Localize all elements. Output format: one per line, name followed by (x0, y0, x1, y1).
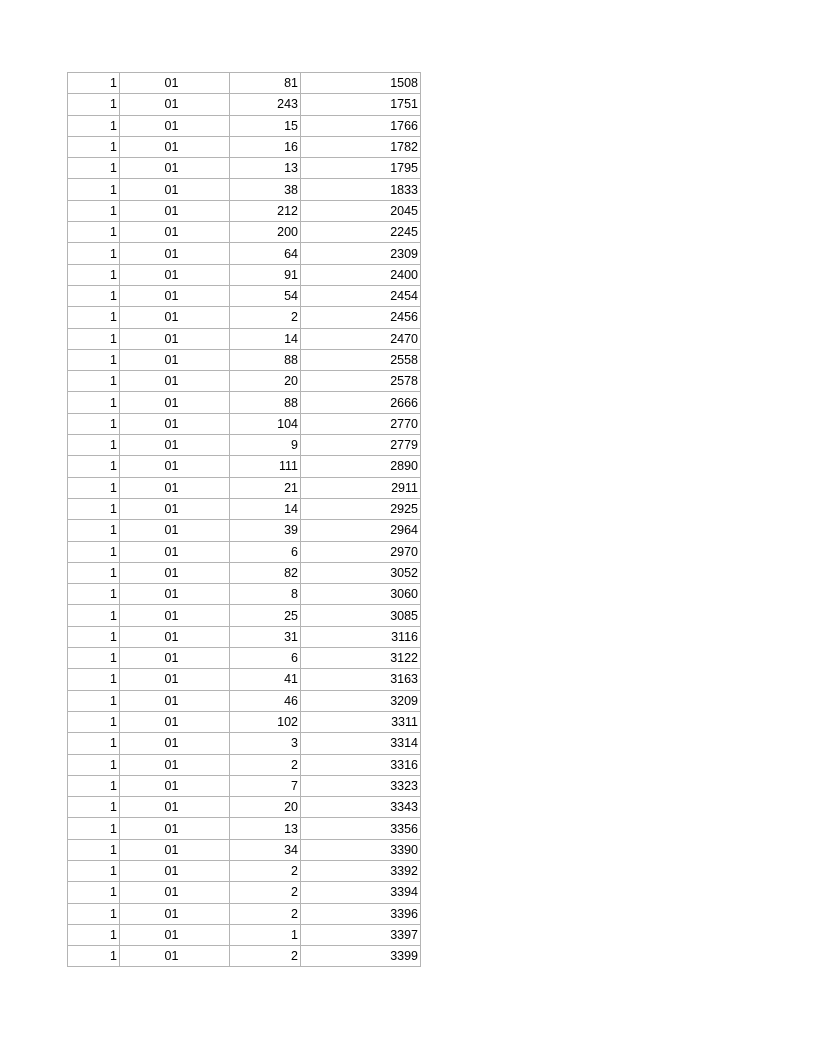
cell-col-d: 3085 (301, 605, 421, 626)
cell-col-d: 3392 (301, 860, 421, 881)
table-row (68, 477, 421, 498)
cell-col-d: 2558 (301, 349, 421, 370)
cell-col-d: 2400 (301, 264, 421, 285)
table-row (68, 797, 421, 818)
cell-col-c: 13 (230, 158, 301, 179)
cell-col-c: 39 (230, 520, 301, 541)
cell-col-a: 1 (68, 158, 120, 179)
cell-col-a: 1 (68, 222, 120, 243)
cell-col-b: 01 (120, 797, 230, 818)
cell-col-a: 1 (68, 456, 120, 477)
cell-col-c: 111 (230, 456, 301, 477)
cell-col-c: 82 (230, 562, 301, 583)
table-row (68, 413, 421, 434)
table-row (68, 711, 421, 732)
cell-col-b: 01 (120, 541, 230, 562)
cell-col-c: 91 (230, 264, 301, 285)
cell-col-b: 01 (120, 349, 230, 370)
cell-col-d: 2911 (301, 477, 421, 498)
cell-col-d: 2454 (301, 285, 421, 306)
cell-col-c: 88 (230, 349, 301, 370)
cell-col-b: 01 (120, 477, 230, 498)
cell-col-c: 200 (230, 222, 301, 243)
cell-col-b: 01 (120, 307, 230, 328)
cell-col-d: 3116 (301, 626, 421, 647)
cell-col-a: 1 (68, 903, 120, 924)
cell-col-d: 2578 (301, 371, 421, 392)
cell-col-b: 01 (120, 456, 230, 477)
table-row (68, 115, 421, 136)
table-row (68, 605, 421, 626)
table-row (68, 179, 421, 200)
cell-col-b: 01 (120, 669, 230, 690)
cell-col-c: 2 (230, 860, 301, 881)
cell-col-d: 2045 (301, 200, 421, 221)
table-row (68, 882, 421, 903)
cell-col-a: 1 (68, 733, 120, 754)
cell-col-d: 2890 (301, 456, 421, 477)
cell-col-d: 3343 (301, 797, 421, 818)
cell-col-b: 01 (120, 158, 230, 179)
cell-col-a: 1 (68, 797, 120, 818)
cell-col-c: 2 (230, 903, 301, 924)
cell-col-b: 01 (120, 946, 230, 967)
cell-col-d: 3311 (301, 711, 421, 732)
cell-col-d: 2470 (301, 328, 421, 349)
cell-col-c: 34 (230, 839, 301, 860)
cell-col-d: 1782 (301, 136, 421, 157)
cell-col-d: 3390 (301, 839, 421, 860)
cell-col-b: 01 (120, 818, 230, 839)
cell-col-d: 2964 (301, 520, 421, 541)
table-row (68, 498, 421, 519)
cell-col-a: 1 (68, 307, 120, 328)
table-row (68, 541, 421, 562)
cell-col-a: 1 (68, 562, 120, 583)
cell-col-d: 3396 (301, 903, 421, 924)
cell-col-d: 3163 (301, 669, 421, 690)
cell-col-c: 6 (230, 648, 301, 669)
cell-col-c: 21 (230, 477, 301, 498)
table-row (68, 669, 421, 690)
cell-col-a: 1 (68, 392, 120, 413)
cell-col-b: 01 (120, 648, 230, 669)
cell-col-d: 3397 (301, 924, 421, 945)
table-row (68, 328, 421, 349)
cell-col-d: 2666 (301, 392, 421, 413)
cell-col-c: 1 (230, 924, 301, 945)
table-row (68, 136, 421, 157)
cell-col-b: 01 (120, 115, 230, 136)
cell-col-a: 1 (68, 285, 120, 306)
table-row (68, 243, 421, 264)
cell-col-c: 16 (230, 136, 301, 157)
cell-col-d: 2779 (301, 435, 421, 456)
cell-col-c: 88 (230, 392, 301, 413)
cell-col-b: 01 (120, 73, 230, 94)
table-row (68, 690, 421, 711)
cell-col-d: 3060 (301, 584, 421, 605)
cell-col-b: 01 (120, 435, 230, 456)
cell-col-a: 1 (68, 626, 120, 647)
cell-col-d: 3394 (301, 882, 421, 903)
cell-col-d: 2309 (301, 243, 421, 264)
cell-col-d: 1795 (301, 158, 421, 179)
cell-col-c: 54 (230, 285, 301, 306)
cell-col-c: 20 (230, 797, 301, 818)
table-row (68, 285, 421, 306)
cell-col-a: 1 (68, 115, 120, 136)
cell-col-d: 3323 (301, 775, 421, 796)
cell-col-c: 41 (230, 669, 301, 690)
cell-col-a: 1 (68, 413, 120, 434)
cell-col-a: 1 (68, 711, 120, 732)
cell-col-a: 1 (68, 179, 120, 200)
cell-col-b: 01 (120, 860, 230, 881)
table-row (68, 520, 421, 541)
cell-col-d: 3356 (301, 818, 421, 839)
cell-col-d: 3316 (301, 754, 421, 775)
cell-col-a: 1 (68, 690, 120, 711)
cell-col-b: 01 (120, 924, 230, 945)
cell-col-d: 2970 (301, 541, 421, 562)
table-row (68, 94, 421, 115)
cell-col-c: 2 (230, 882, 301, 903)
cell-col-d: 2770 (301, 413, 421, 434)
table-row (68, 435, 421, 456)
cell-col-a: 1 (68, 349, 120, 370)
cell-col-a: 1 (68, 882, 120, 903)
cell-col-b: 01 (120, 264, 230, 285)
cell-col-b: 01 (120, 328, 230, 349)
table-row (68, 839, 421, 860)
cell-col-d: 3052 (301, 562, 421, 583)
cell-col-d: 3122 (301, 648, 421, 669)
table-row (68, 371, 421, 392)
cell-col-d: 1833 (301, 179, 421, 200)
cell-col-c: 7 (230, 775, 301, 796)
table-row (68, 754, 421, 775)
cell-col-b: 01 (120, 371, 230, 392)
data-table (67, 72, 421, 967)
cell-col-a: 1 (68, 818, 120, 839)
table-row (68, 903, 421, 924)
cell-col-a: 1 (68, 648, 120, 669)
cell-col-c: 2 (230, 307, 301, 328)
cell-col-d: 1508 (301, 73, 421, 94)
table-row (68, 392, 421, 413)
cell-col-c: 15 (230, 115, 301, 136)
cell-col-a: 1 (68, 477, 120, 498)
table-row (68, 200, 421, 221)
cell-col-b: 01 (120, 839, 230, 860)
cell-col-c: 25 (230, 605, 301, 626)
cell-col-d: 1751 (301, 94, 421, 115)
table-row (68, 924, 421, 945)
cell-col-a: 1 (68, 94, 120, 115)
cell-col-a: 1 (68, 520, 120, 541)
table-row (68, 73, 421, 94)
cell-col-c: 64 (230, 243, 301, 264)
cell-col-a: 1 (68, 860, 120, 881)
cell-col-c: 46 (230, 690, 301, 711)
cell-col-b: 01 (120, 626, 230, 647)
cell-col-a: 1 (68, 754, 120, 775)
table-row (68, 818, 421, 839)
cell-col-c: 9 (230, 435, 301, 456)
table-row (68, 562, 421, 583)
cell-col-b: 01 (120, 136, 230, 157)
cell-col-b: 01 (120, 392, 230, 413)
cell-col-b: 01 (120, 584, 230, 605)
cell-col-a: 1 (68, 498, 120, 519)
cell-col-b: 01 (120, 222, 230, 243)
cell-col-c: 38 (230, 179, 301, 200)
cell-col-a: 1 (68, 839, 120, 860)
table-row (68, 648, 421, 669)
table-row (68, 264, 421, 285)
cell-col-a: 1 (68, 669, 120, 690)
cell-col-c: 3 (230, 733, 301, 754)
cell-col-d: 3209 (301, 690, 421, 711)
cell-col-b: 01 (120, 520, 230, 541)
cell-col-b: 01 (120, 754, 230, 775)
cell-col-b: 01 (120, 200, 230, 221)
cell-col-a: 1 (68, 136, 120, 157)
cell-col-b: 01 (120, 413, 230, 434)
table-body (68, 73, 421, 967)
cell-col-a: 1 (68, 541, 120, 562)
cell-col-a: 1 (68, 200, 120, 221)
cell-col-a: 1 (68, 924, 120, 945)
cell-col-b: 01 (120, 882, 230, 903)
table-row (68, 349, 421, 370)
cell-col-c: 14 (230, 328, 301, 349)
cell-col-d: 2925 (301, 498, 421, 519)
cell-col-c: 2 (230, 946, 301, 967)
cell-col-b: 01 (120, 903, 230, 924)
cell-col-a: 1 (68, 243, 120, 264)
cell-col-b: 01 (120, 243, 230, 264)
cell-col-d: 2456 (301, 307, 421, 328)
cell-col-b: 01 (120, 498, 230, 519)
cell-col-a: 1 (68, 584, 120, 605)
cell-col-d: 3399 (301, 946, 421, 967)
cell-col-c: 13 (230, 818, 301, 839)
cell-col-b: 01 (120, 562, 230, 583)
cell-col-c: 6 (230, 541, 301, 562)
cell-col-b: 01 (120, 605, 230, 626)
cell-col-b: 01 (120, 94, 230, 115)
cell-col-c: 212 (230, 200, 301, 221)
cell-col-a: 1 (68, 435, 120, 456)
cell-col-b: 01 (120, 711, 230, 732)
cell-col-a: 1 (68, 946, 120, 967)
cell-col-d: 1766 (301, 115, 421, 136)
table-row (68, 584, 421, 605)
cell-col-b: 01 (120, 690, 230, 711)
cell-col-c: 14 (230, 498, 301, 519)
cell-col-b: 01 (120, 733, 230, 754)
cell-col-a: 1 (68, 264, 120, 285)
cell-col-a: 1 (68, 371, 120, 392)
cell-col-c: 20 (230, 371, 301, 392)
cell-col-c: 8 (230, 584, 301, 605)
cell-col-a: 1 (68, 73, 120, 94)
cell-col-d: 2245 (301, 222, 421, 243)
cell-col-d: 3314 (301, 733, 421, 754)
table-row (68, 626, 421, 647)
cell-col-c: 102 (230, 711, 301, 732)
table-row (68, 158, 421, 179)
cell-col-c: 2 (230, 754, 301, 775)
table-row (68, 775, 421, 796)
cell-col-c: 104 (230, 413, 301, 434)
cell-col-c: 31 (230, 626, 301, 647)
cell-col-b: 01 (120, 285, 230, 306)
cell-col-c: 81 (230, 73, 301, 94)
table-row (68, 860, 421, 881)
cell-col-a: 1 (68, 605, 120, 626)
table-row (68, 946, 421, 967)
cell-col-b: 01 (120, 775, 230, 796)
table-row (68, 222, 421, 243)
table-row (68, 733, 421, 754)
cell-col-a: 1 (68, 775, 120, 796)
table-row (68, 307, 421, 328)
table-row (68, 456, 421, 477)
cell-col-a: 1 (68, 328, 120, 349)
cell-col-c: 243 (230, 94, 301, 115)
cell-col-b: 01 (120, 179, 230, 200)
